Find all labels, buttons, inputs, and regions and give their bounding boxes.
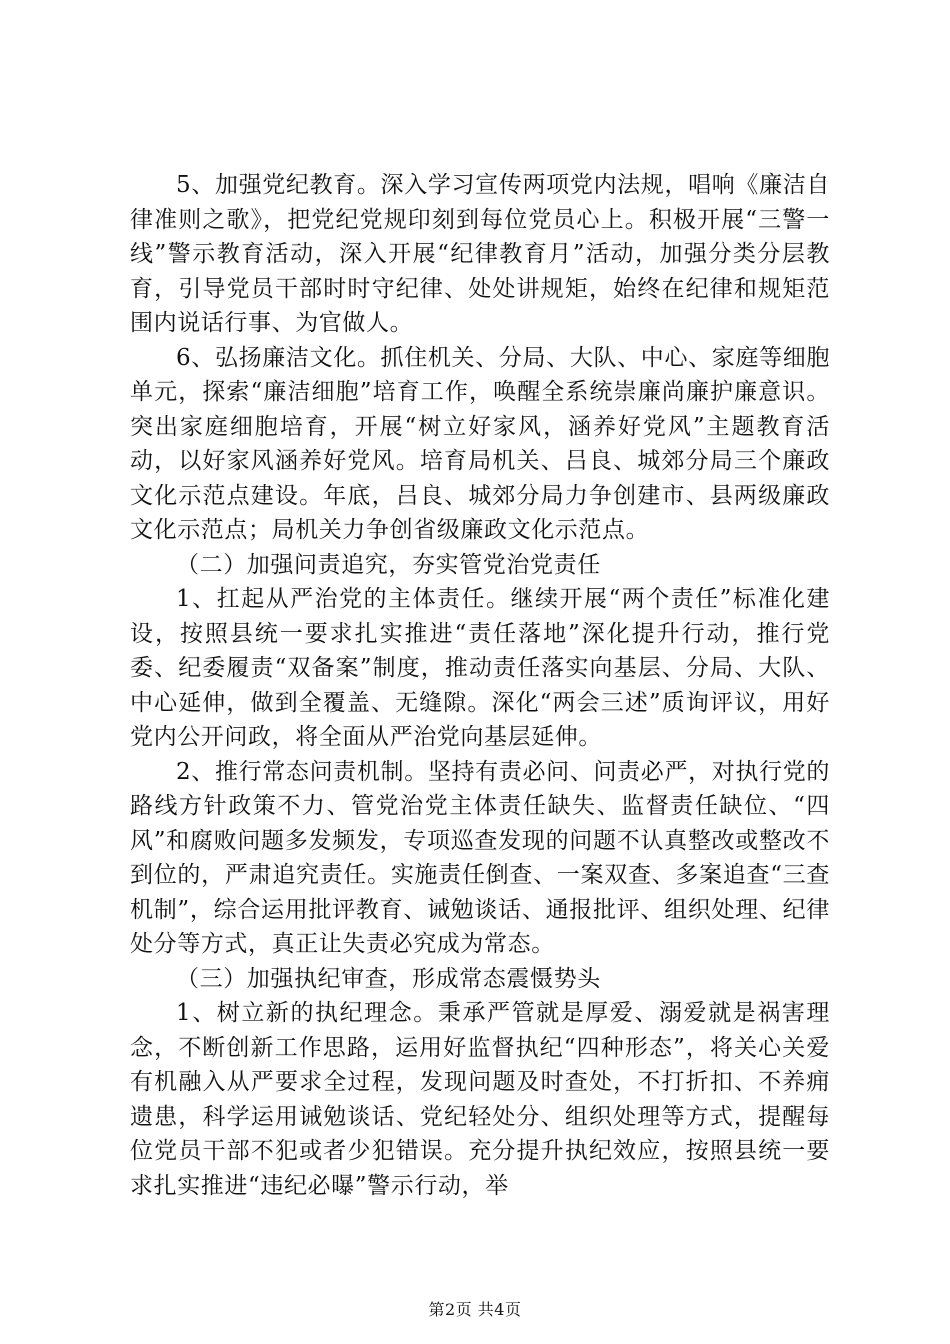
document-body xyxy=(130,168,830,1203)
paragraph-party-discipline-education: 5、加强党纪教育。深入学习宣传两项党内法规，唱响《廉洁自律准则之歌》，把党纪党规印刻到每位党员心上。积极开展“三警一线”警示教育活动，深入开展“纪律教育月”活动，加强分类分层教育，引导党员干部时时守纪律、处处讲规矩，始终在纪律和规矩范围内说话行事、为官做人。 xyxy=(130,172,830,336)
page-number-footer: 第2页 共4页 xyxy=(428,1300,522,1319)
paragraph-discipline-concept: 1、树立新的执纪理念。秉承严管就是厚爱、溺爱就是祸害理念，不断创新工作思路，运用好监督执纪“四种形态”，将关心关爱有机融入从严要求全过程，发现问题及时查处，不打折扣、不养痈遗患，科学运用诫勉谈话、党纪轻处分、组织处理等方式，提醒每位党员干部不犯或者少犯错误。充分提升执纪效应，按照县统一要求扎实推进“违纪必曝”警示行动，举 xyxy=(130,1000,830,1199)
section-heading-discipline-review: （三）加强执纪审查，形成常态震慑势头 xyxy=(176,965,601,992)
section-heading-accountability: （二）加强问责追究，夯实管党治党责任 xyxy=(176,551,601,578)
paragraph-accountability-mechanism: 2、推行常态问责机制。坚持有责必问、问责必严，对执行党的路线方针政策不力、管党治党主体责任缺失、监督责任缺位、“四风”和腐败问题多发频发，专项巡查发现的问题不认真整改或整改不到位的，严肃追究责任。实施责任倒查、一案双查、多案追查“三查机制”，综合运用批评教育、诫勉谈话、通报批评、组织处理、纪律处分等方式，真正让失责必究成为常态。 xyxy=(130,758,830,957)
paragraph-clean-culture: 6、弘扬廉洁文化。抓住机关、分局、大队、中心、家庭等细胞单元，探索“廉洁细胞”培育工作，唤醒全系统崇廉尚廉护廉意识。突出家庭细胞培育，开展“树立好家风，涵养好党风”主题教育活动，以好家风涵养好党风。培育局机关、吕良、城郊分局三个廉政文化示范点建设。年底，吕良、城郊分局力争创建市、县两级廉政文化示范点；局机关力争创省级廉政文化示范点。 xyxy=(130,344,830,543)
paragraph-main-responsibility: 1、扛起从严治党的主体责任。继续开展“两个责任”标准化建设，按照县统一要求扎实推进“责任落地”深化提升行动，推行党委、纪委履责“双备案”制度，推动责任落实向基层、分局、大队、中心延伸，做到全覆盖、无缝隙。深化“两会三述”质询评议，用好党内公开问政，将全面从严治党向基层延伸。 xyxy=(130,586,830,750)
